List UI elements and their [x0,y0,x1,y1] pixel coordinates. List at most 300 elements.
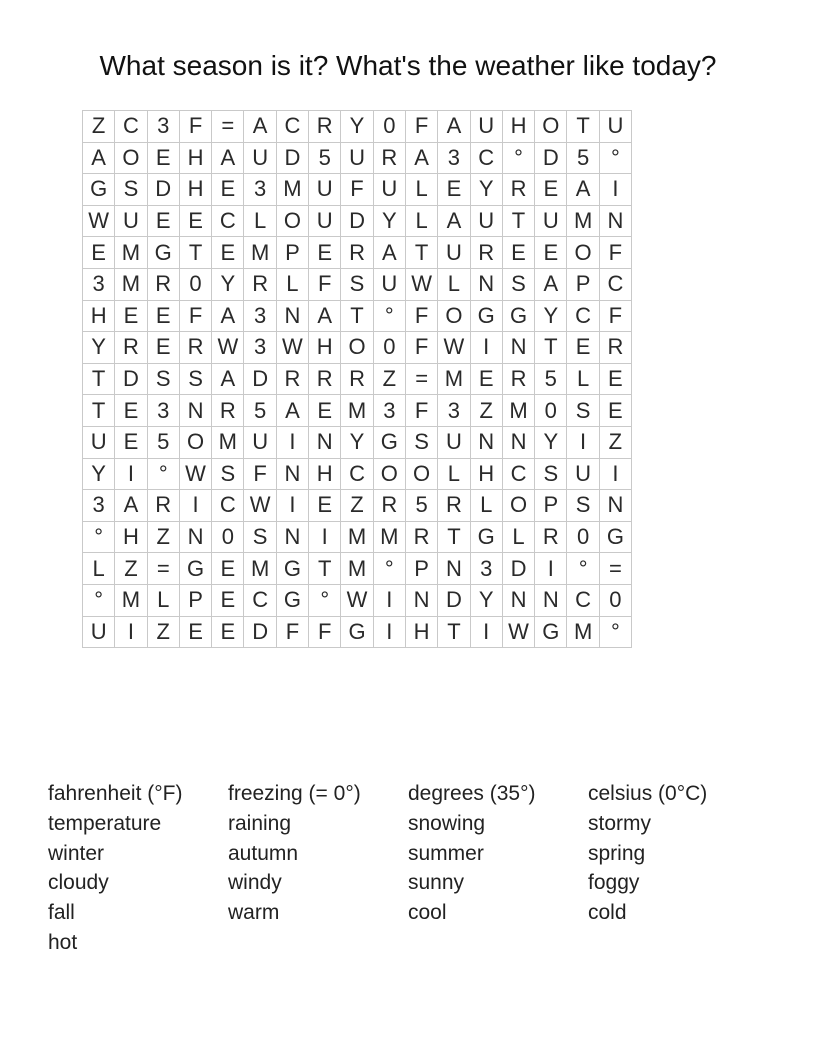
grid-cell: ° [309,584,341,616]
grid-row [83,300,632,332]
grid-cell: P [276,237,308,269]
grid-cell: I [309,521,341,553]
grid-cell: ° [599,616,631,648]
grid-row [83,332,632,364]
grid-cell: R [179,332,211,364]
grid-cell: M [567,205,599,237]
grid-cell: E [115,300,147,332]
grid-cell: Y [83,458,115,490]
grid-cell: T [567,111,599,143]
grid-cell: 3 [373,395,405,427]
grid-cell: G [599,521,631,553]
grid-cell: R [599,332,631,364]
grid-cell: R [373,490,405,522]
word-list-item: fall [48,901,75,925]
grid-cell: C [341,458,373,490]
grid-cell: U [567,458,599,490]
grid-cell: E [438,174,470,206]
grid-cell: O [276,205,308,237]
grid-cell: F [341,174,373,206]
grid-cell: S [244,521,276,553]
grid-cell: Y [373,205,405,237]
grid-cell: L [244,205,276,237]
grid-cell: = [599,553,631,585]
grid-row [83,174,632,206]
grid-cell: P [179,584,211,616]
grid-cell: E [470,363,502,395]
grid-cell: F [276,616,308,648]
grid-cell: 3 [244,174,276,206]
grid-cell: H [470,458,502,490]
grid-cell: T [83,395,115,427]
grid-cell: M [341,395,373,427]
grid-cell: M [341,553,373,585]
grid-cell: R [212,395,244,427]
grid-cell: C [212,205,244,237]
grid-cell: L [438,268,470,300]
grid-cell: ° [567,553,599,585]
grid-cell: ° [147,458,179,490]
grid-cell: 5 [567,142,599,174]
grid-cell: R [115,332,147,364]
grid-cell: C [244,584,276,616]
grid-row [83,237,632,269]
grid-cell: F [179,111,211,143]
grid-cell: D [341,205,373,237]
word-list-item: spring [588,841,646,865]
grid-cell: D [147,174,179,206]
grid-cell: M [438,363,470,395]
grid-cell: O [405,458,437,490]
grid-cell: E [535,237,567,269]
grid-cell: P [535,490,567,522]
grid-cell: 0 [179,268,211,300]
word-list-item: warm [228,901,280,925]
grid-cell: I [599,458,631,490]
grid-cell: E [309,395,341,427]
grid-row [83,142,632,174]
grid-cell: R [373,142,405,174]
grid-row [83,490,632,522]
grid-cell: H [115,521,147,553]
grid-cell: E [147,300,179,332]
grid-cell: E [599,363,631,395]
grid-cell: ° [373,553,405,585]
grid-cell: N [179,395,211,427]
grid-cell: S [567,490,599,522]
grid-cell: F [309,268,341,300]
grid-cell: C [567,300,599,332]
word-list-item: cloudy [48,871,109,895]
grid-cell: E [147,205,179,237]
grid-cell: 5 [147,426,179,458]
grid-cell: C [470,142,502,174]
word-list-item: sunny [408,871,465,895]
grid-cell: F [309,616,341,648]
grid-cell: R [341,237,373,269]
grid-cell: N [502,584,534,616]
grid-cell: ° [502,142,534,174]
grid-cell: L [567,363,599,395]
grid-cell: L [502,521,534,553]
grid-cell: D [535,142,567,174]
grid-cell: G [535,616,567,648]
word-list-item: celsius (0°C) [588,782,708,805]
grid-cell: N [276,458,308,490]
grid-row [83,616,632,648]
grid-cell: Y [83,332,115,364]
grid-cell: = [147,553,179,585]
grid-cell: U [244,142,276,174]
grid-cell: S [179,363,211,395]
grid-cell: C [502,458,534,490]
grid-cell: Z [147,521,179,553]
grid-row [83,426,632,458]
grid-cell: 3 [438,395,470,427]
word-list-item: foggy [588,871,640,895]
grid-cell: C [567,584,599,616]
grid-cell: A [567,174,599,206]
grid-cell: R [502,363,534,395]
grid-cell: E [115,395,147,427]
grid-cell: 3 [83,490,115,522]
grid-cell: F [405,300,437,332]
word-list-item: winter [48,841,105,865]
grid-cell: T [309,553,341,585]
grid-row [83,205,632,237]
grid-cell: E [147,142,179,174]
grid-cell: U [309,174,341,206]
word-list-item: fahrenheit (°F) [48,782,183,805]
grid-cell: U [535,205,567,237]
grid-cell: F [405,395,437,427]
grid-cell: 0 [567,521,599,553]
grid-cell: D [438,584,470,616]
grid-cell: I [115,616,147,648]
word-list-item: snowing [408,811,486,835]
grid-cell: 0 [373,332,405,364]
grid-cell: I [373,616,405,648]
grid-cell: U [83,616,115,648]
grid-cell: N [470,426,502,458]
grid-cell: 0 [599,584,631,616]
grid-cell: 3 [244,300,276,332]
grid-cell: N [502,426,534,458]
grid-cell: E [179,205,211,237]
grid-cell: R [276,363,308,395]
grid-cell: W [405,268,437,300]
grid-cell: N [179,521,211,553]
grid-cell: T [502,205,534,237]
grid-cell: Y [535,426,567,458]
grid-cell: F [599,300,631,332]
grid-cell: Z [341,490,373,522]
grid-cell: O [373,458,405,490]
grid-cell: 0 [212,521,244,553]
grid-cell: 5 [405,490,437,522]
grid-cell: M [502,395,534,427]
grid-cell: A [373,237,405,269]
grid-cell: A [83,142,115,174]
grid-cell: R [309,363,341,395]
grid-cell: D [244,363,276,395]
grid-cell: G [276,584,308,616]
grid-cell: ° [373,300,405,332]
grid-cell: S [115,174,147,206]
grid-cell: A [535,268,567,300]
grid-cell: Z [470,395,502,427]
grid-cell: W [179,458,211,490]
grid-cell: E [83,237,115,269]
grid-cell: A [244,111,276,143]
grid-cell: W [212,332,244,364]
grid-cell: G [373,426,405,458]
grid-cell: = [405,363,437,395]
grid-cell: 5 [535,363,567,395]
grid-cell: N [470,268,502,300]
grid-cell: S [212,458,244,490]
grid-cell: U [83,426,115,458]
grid-cell: 3 [438,142,470,174]
grid-cell: T [535,332,567,364]
grid-cell: S [535,458,567,490]
grid-cell: E [599,395,631,427]
page-title: What season is it? What's the weather like today? [99,50,717,81]
grid-cell: R [309,111,341,143]
grid-cell: L [147,584,179,616]
grid-cell: 3 [244,332,276,364]
grid-cell: T [405,237,437,269]
grid-cell: N [438,553,470,585]
grid-cell: M [244,237,276,269]
grid-cell: 3 [147,395,179,427]
grid-cell: H [179,142,211,174]
grid-cell: N [535,584,567,616]
grid-cell: I [276,426,308,458]
grid-cell: F [405,111,437,143]
grid-cell: I [276,490,308,522]
grid-cell: Z [83,111,115,143]
grid-cell: W [276,332,308,364]
grid-cell: R [470,237,502,269]
grid-cell: M [276,174,308,206]
grid-cell: D [276,142,308,174]
word-search-grid [82,110,632,648]
grid-cell: E [309,490,341,522]
grid-cell: L [470,490,502,522]
grid-cell: I [470,616,502,648]
grid-cell: M [567,616,599,648]
grid-row [83,363,632,395]
grid-cell: L [83,553,115,585]
grid-cell: S [502,268,534,300]
grid-cell: F [599,237,631,269]
grid-cell: W [438,332,470,364]
grid-cell: ° [599,142,631,174]
grid-cell: E [212,237,244,269]
grid-cell: W [341,584,373,616]
grid-cell: R [535,521,567,553]
grid-cell: E [179,616,211,648]
grid-row [83,521,632,553]
grid-cell: 5 [309,142,341,174]
grid-cell: G [470,300,502,332]
grid-cell: H [179,174,211,206]
grid-cell: ° [83,521,115,553]
grid-cell: H [502,111,534,143]
grid-cell: 3 [147,111,179,143]
grid-cell: R [244,268,276,300]
word-list-item: hot [48,930,78,954]
grid-row [83,553,632,585]
grid-cell: T [179,237,211,269]
grid-cell: T [83,363,115,395]
grid-cell: R [147,268,179,300]
word-list-item: freezing (= 0°) [228,782,361,805]
grid-cell: L [405,174,437,206]
grid-cell: I [535,553,567,585]
grid-cell: Y [341,426,373,458]
grid-cell: L [438,458,470,490]
grid-cell: Y [341,111,373,143]
grid-cell: C [276,111,308,143]
grid-cell: L [276,268,308,300]
grid-cell: R [405,521,437,553]
grid-cell: E [212,174,244,206]
grid-cell: N [276,300,308,332]
word-list-item: degrees (35°) [408,782,536,805]
grid-cell: E [212,553,244,585]
grid-row [83,111,632,143]
grid-cell: ° [83,584,115,616]
grid-cell: H [83,300,115,332]
grid-cell: C [212,490,244,522]
grid-cell: = [212,111,244,143]
grid-cell: N [309,426,341,458]
word-list-item: windy [228,871,282,895]
grid-cell: I [470,332,502,364]
grid-cell: M [373,521,405,553]
grid-cell: T [438,521,470,553]
grid-cell: 0 [373,111,405,143]
grid-cell: U [438,237,470,269]
grid-cell: S [147,363,179,395]
grid-cell: W [244,490,276,522]
grid-cell: N [276,521,308,553]
grid-cell: D [244,616,276,648]
grid-cell: S [341,268,373,300]
grid-cell: R [341,363,373,395]
word-list-item: raining [228,811,292,835]
grid-cell: C [599,268,631,300]
grid-cell: A [115,490,147,522]
grid-cell: F [405,332,437,364]
grid-cell: O [567,237,599,269]
grid-row [83,268,632,300]
grid-cell: O [341,332,373,364]
grid-cell: A [405,142,437,174]
grid-cell: E [309,237,341,269]
grid-cell: O [438,300,470,332]
grid-cell: O [179,426,211,458]
grid-cell: Y [535,300,567,332]
grid-cell: E [212,616,244,648]
grid-cell: H [405,616,437,648]
grid-cell: U [438,426,470,458]
grid-cell: U [470,205,502,237]
grid-cell: P [567,268,599,300]
grid-cell: U [309,205,341,237]
word-list-item: temperature [48,811,162,835]
grid-cell: Y [212,268,244,300]
grid-cell: A [438,205,470,237]
grid-cell: M [341,521,373,553]
word-list-item: autumn [228,841,299,865]
grid-cell: O [535,111,567,143]
grid-cell: R [147,490,179,522]
grid-cell: P [405,553,437,585]
grid-cell: Z [373,363,405,395]
grid-cell: U [599,111,631,143]
grid-cell: G [470,521,502,553]
word-list-item: cold [588,901,627,925]
grid-cell: R [502,174,534,206]
word-list [48,779,768,958]
grid-cell: M [244,553,276,585]
grid-cell: A [438,111,470,143]
grid-cell: Y [470,174,502,206]
grid-cell: E [502,237,534,269]
grid-cell: T [438,616,470,648]
grid-cell: G [147,237,179,269]
grid-cell: D [115,363,147,395]
grid-cell: 3 [83,268,115,300]
grid-cell: I [567,426,599,458]
grid-cell: M [115,268,147,300]
grid-cell: Z [115,553,147,585]
grid-cell: A [212,363,244,395]
grid-cell: S [405,426,437,458]
grid-cell: G [502,300,534,332]
word-list-item: cool [408,901,447,925]
grid-cell: M [115,584,147,616]
grid-cell: N [599,205,631,237]
grid-cell: Z [599,426,631,458]
grid-cell: G [83,174,115,206]
grid-cell: A [276,395,308,427]
grid-row [83,584,632,616]
grid-cell: 3 [470,553,502,585]
grid-cell: R [438,490,470,522]
word-list-item: summer [408,841,484,865]
grid-cell: I [115,458,147,490]
grid-cell: M [115,237,147,269]
grid-cell: I [373,584,405,616]
grid-cell: H [309,332,341,364]
grid-cell: E [535,174,567,206]
grid-cell: N [502,332,534,364]
grid-cell: W [502,616,534,648]
grid-cell: E [567,332,599,364]
grid-cell: N [599,490,631,522]
grid-cell: F [179,300,211,332]
word-list-item: stormy [588,811,651,835]
grid-cell: S [567,395,599,427]
grid-cell: U [115,205,147,237]
grid-cell: H [309,458,341,490]
grid-cell: U [373,174,405,206]
grid-cell: I [179,490,211,522]
